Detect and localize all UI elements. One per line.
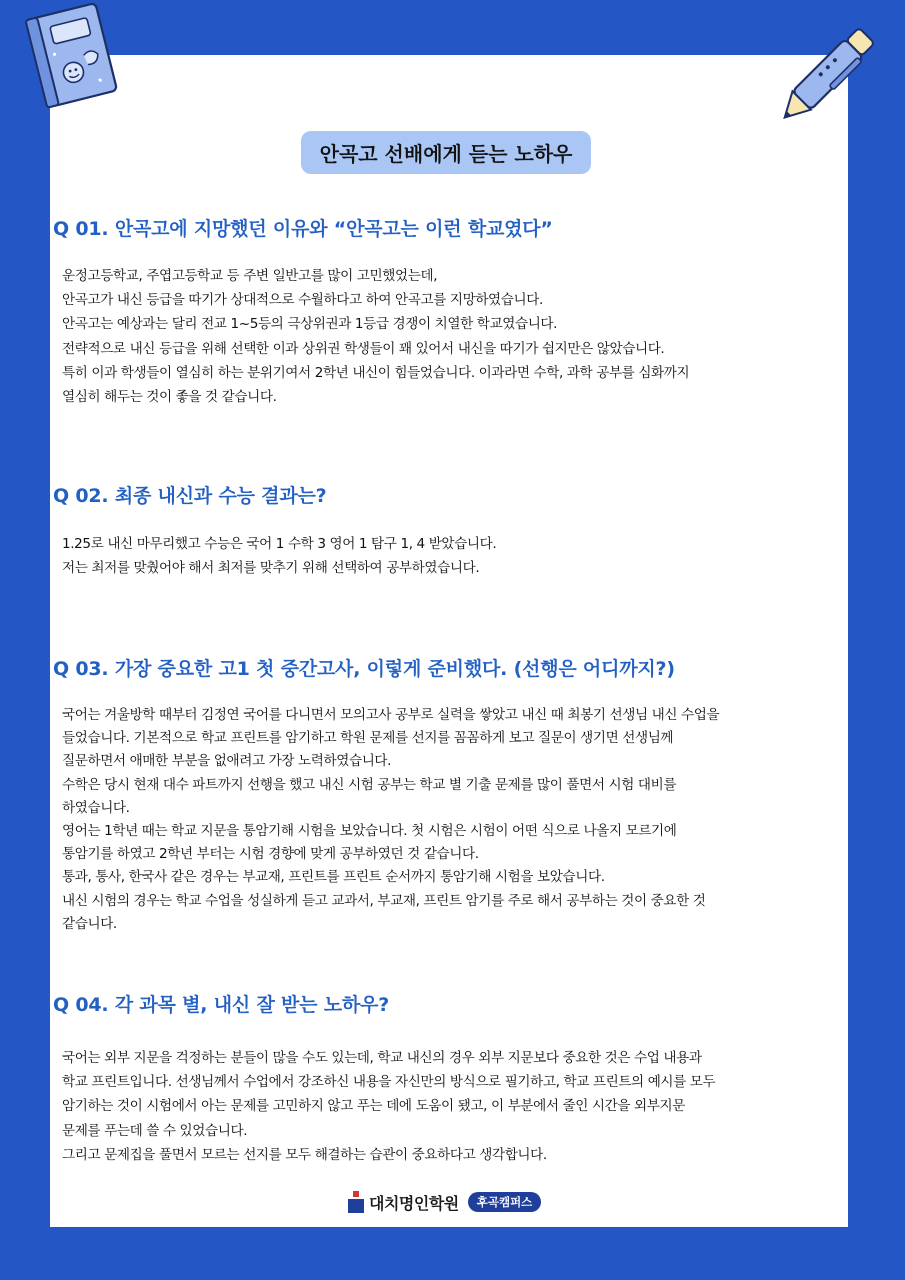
answer-paragraph	[62, 532, 847, 580]
brand-name: 대치명인학원	[369, 1193, 459, 1213]
pen-icon	[760, 15, 890, 145]
campus-badge: 후곡캠퍼스	[468, 1192, 542, 1212]
answer-line: 안곡고는 예상과는 달리 전교 1~5등의 극상위권과 1등급 경쟁이 치열한 학교였습니다.	[62, 316, 558, 333]
answer-line: 안곡고가 내신 등급을 따기가 상대적으로 수월하다고 하여 안곡고를 지망하였습니다.	[62, 292, 543, 309]
answer-paragraph	[62, 704, 847, 936]
answer-line: 그리고 문제집을 풀면서 모르는 선지를 모두 해결하는 습관이 중요하다고 생각합니다.	[62, 1146, 547, 1163]
answer-line: 국어는 외부 지문을 걱정하는 분들이 많을 수도 있는데, 학교 내신의 경우 외부 지문보다 중요한 것은 수업 내용과	[62, 1050, 702, 1066]
answer-line: 하였습니다.	[62, 799, 130, 816]
question-heading: Q 04. 각 과목 별, 내신 잘 받는 노하우?	[53, 994, 390, 1016]
answer-line: 열심히 해두는 것이 좋을 것 같습니다.	[62, 388, 277, 405]
answer-line: 질문하면서 애매한 부분을 없애려고 가장 노력하였습니다.	[62, 753, 392, 770]
answer-line: 1.25로 내신 마무리했고 수능은 국어 1 수학 3 영어 1 탐구 1, 4 받았습니다.	[62, 536, 497, 552]
answer-line: 수학은 당시 현재 대수 파트까지 선행을 했고 내신 시험 공부는 학교 별 기출 문제를 많이 풀면서 시험 대비를	[62, 776, 677, 793]
answer-line: 통암기를 하였고 2학년 부터는 시험 경향에 맞게 공부하였던 것 같습니다.	[62, 846, 479, 863]
logo-mark-icon	[348, 1191, 364, 1213]
answer-line: 국어는 겨울방학 때부터 김정연 국어를 다니면서 모의고사 공부로 실력을 쌓았고 내신 때 최봉기 선생님 내신 수업을	[62, 707, 720, 723]
answer-line: 암기하는 것이 시험에서 아는 문제를 고민하지 않고 푸는 데에 도움이 됐고, 이 부분에서 줄인 시간을 외부지문	[62, 1098, 685, 1115]
answer-line: 문제를 푸는데 쓸 수 있었습니다.	[62, 1122, 248, 1139]
answer-line: 들었습니다. 기본적으로 학교 프린트를 암기하고 학원 문제를 선지를 꼼꼼하게 보고 질문이 생기면 선생님께	[62, 730, 674, 747]
answer-paragraph	[62, 264, 847, 409]
answer-line: 학교 프린트입니다. 선생님께서 수업에서 강조하신 내용을 자신만의 방식으로 필기하고, 학교 프린트의 예시를 모두	[62, 1074, 716, 1091]
footer-logo	[348, 1190, 541, 1214]
answer-line: 전략적으로 내신 등급을 위해 선택한 이과 상위권 학생들이 꽤 있어서 내신을 따기가 쉽지만은 않았습니다.	[62, 340, 665, 357]
question-heading: Q 02. 최종 내신과 수능 결과는?	[53, 485, 327, 507]
answer-line: 영어는 1학년 때는 학교 지문을 통암기해 시험을 보았습니다. 첫 시험은 시험이 어떤 식으로 나올지 모르기에	[62, 822, 677, 839]
answer-paragraph	[62, 1046, 847, 1167]
answer-line: 통과, 통사, 한국사 같은 경우는 부교재, 프린트를 프린트 순서까지 통암기해 시험을 보았습니다.	[62, 869, 605, 886]
page-title: 안곡고 선배에게 듣는 노하우	[301, 131, 591, 174]
question-heading: Q 03. 가장 중요한 고1 첫 중간고사, 이렇게 준비했다. (선행은 어디까지?)	[53, 658, 675, 680]
answer-line: 특히 이과 학생들이 열심히 하는 분위기여서 2학년 내신이 힘들었습니다. 이과라면 수학, 과학 공부를 심화까지	[62, 364, 690, 381]
answer-line: 운정고등학교, 주엽고등학교 등 주변 일반고를 많이 고민했었는데,	[62, 268, 438, 284]
answer-line: 같습니다.	[62, 915, 117, 932]
notebook-icon	[18, 0, 128, 115]
answer-line: 저는 최저를 맞췄어야 해서 최저를 맞추기 위해 선택하여 공부하였습니다.	[62, 560, 480, 577]
question-heading: Q 01. 안곡고에 지망했던 이유와 “안곡고는 이런 학교였다”	[53, 218, 553, 240]
answer-line: 내신 시험의 경우는 학교 수업을 성실하게 듣고 교과서, 부교재, 프린트 암기를 주로 해서 공부하는 것이 중요한 것	[62, 892, 706, 909]
